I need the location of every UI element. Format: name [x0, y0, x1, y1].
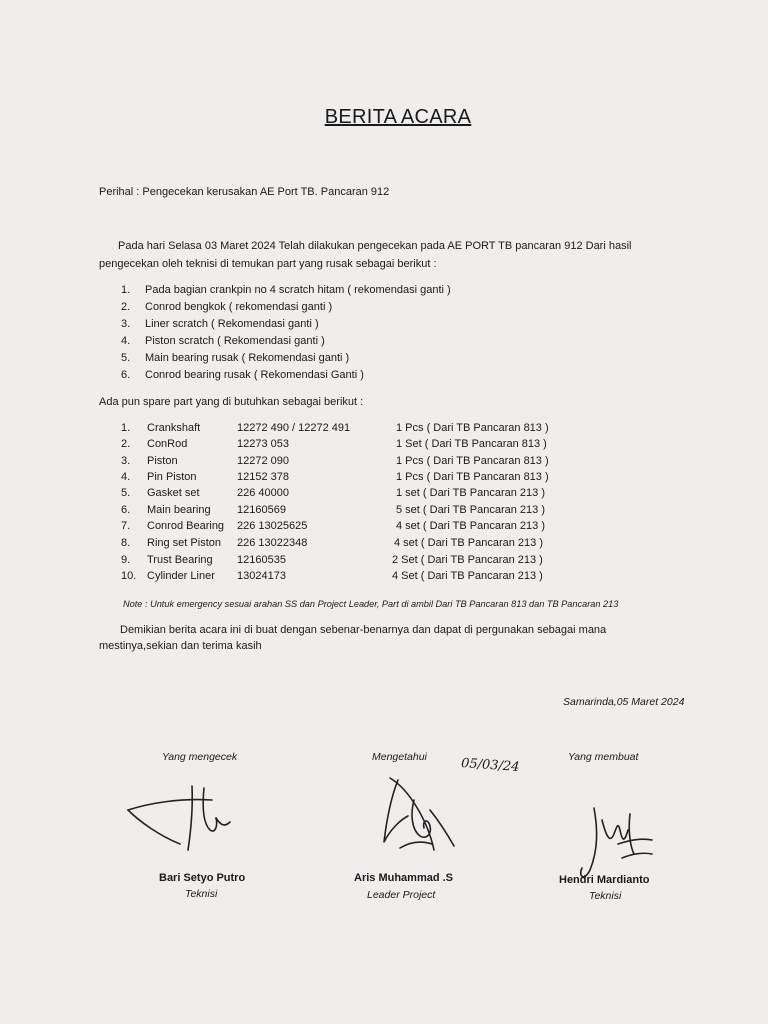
signatory-label-acknowledger: Mengetahui [372, 751, 427, 763]
closing-line-1: Demikian berita acara ini di buat dengan sebenar-benarnya dan dapat di pergunakan sebagai mana [120, 624, 607, 636]
subject-line: Perihal : Pengecekan kerusakan AE Port TB. Pancaran 912 [99, 186, 390, 198]
intro-line-1: Pada hari Selasa 03 Maret 2024 Telah dilakukan pengecekan pada AE PORT TB pancaran 912 Dari hasil [118, 240, 632, 252]
signature-checker [120, 778, 240, 858]
intro-line-2: pengecekan oleh teknisi di temukan part yang rusak sebagai berikut : [99, 258, 437, 270]
handwritten-date: 05/03/24 [460, 755, 520, 776]
note: Note : Untuk emergency sesuai arahan SS dan Project Leader, Part di ambil Dari TB Pancaran 813 dan TB Pancaran 213 [123, 599, 619, 609]
signatory-name-acknowledger: Aris Muhammad .S [354, 872, 454, 884]
signatory-role-acknowledger: Leader Project [367, 889, 436, 901]
signatory-label-maker: Yang membuat [568, 751, 639, 763]
signatory-role-maker: Teknisi [589, 890, 622, 902]
signatory-name-maker: Hendri Mardianto [559, 874, 650, 886]
document-page: BERITA ACARA Perihal : Pengecekan kerusakan AE Port TB. Pancaran 912 Pada hari Selasa 03 Maret 2024 Telah dilakukan pengecekan pada AE PORT TB pancaran 912 Dari hasil pengecekan oleh teknisi di temukan part yang rusak sebagai berikut : 1. Pada bagian crankpin no 4 scratch hitam ( rekomendasi ganti ) 2. Conrod bengkok ( rekomendasi ganti ) 3. Liner scratch ( Rekomendasi ganti ) 4. Piston scratch ( Rekomendasi ganti ) 5. Main bearing rusak ( Rekomendasi ganti ) 6. Conrod bearing rusak ( Rekomendasi Ganti ) Ada pun spare part yang di butuhkan sebagai berikut : 1. Crankshaft 12272 490 / 12272 491 1 Pcs ( Dari TB Pancaran 813 ) 2. ConRod 12273 053 1 Set ( Dari TB Pancaran 813 ) 3. Piston 12272 090 1 Pcs ( Dari TB Pancaran 813 ) 4. Pin Piston 12152 378 1 Pcs ( Dari TB Pancaran 813 ) 5. Gasket set 226 40000 1 set ( Dari TB Pancaran 213 ) 6. Main bearing 12160569 5 set ( Dari TB Pancaran 213 ) 7. Conrod Bearing 226 13025625 4 set ( Dari TB Pancaran 213 ) 8. Ring set Piston 226 13022348 4 set ( Dari TB Pancaran 213 ) 9. Trust Bearing 12160535 2 Set ( Dari TB Pancaran 213 ) 10. Cylinder Liner 13024173 4 Set ( Dari TB Pancaran 213 ) Note : Untuk emergency sesuai arahan SS dan Project Leader, Part di ambil Dari TB Pancaran 813 dan TB Pancaran 213 Demikian berita acara ini di buat dengan sebenar-benarnya dan dapat di pergunakan sebagai mana mestinya,sekian dan terima kasih Samarinda,05 Maret 2024 Yang mengecek Bari Setyo Putro Teknisi Mengetahui 05/03/24 Aris Muhammad .S Leader Project Yang membuat Hendri Mardianto Teknisi [0, 0, 768, 1024]
signatory-label-checker: Yang mengecek [162, 751, 238, 763]
spare-parts-intro: Ada pun spare part yang di butuhkan sebagai berikut : [99, 396, 364, 408]
signatory-role-checker: Teknisi [185, 888, 218, 900]
closing-line-2: mestinya,sekian dan terima kasih [99, 640, 262, 652]
place-date: Samarinda,05 Maret 2024 [563, 696, 685, 708]
signature-acknowledger [370, 770, 470, 880]
signatory-name-checker: Bari Setyo Putro [159, 872, 246, 884]
document-title: BERITA ACARA [324, 106, 472, 128]
